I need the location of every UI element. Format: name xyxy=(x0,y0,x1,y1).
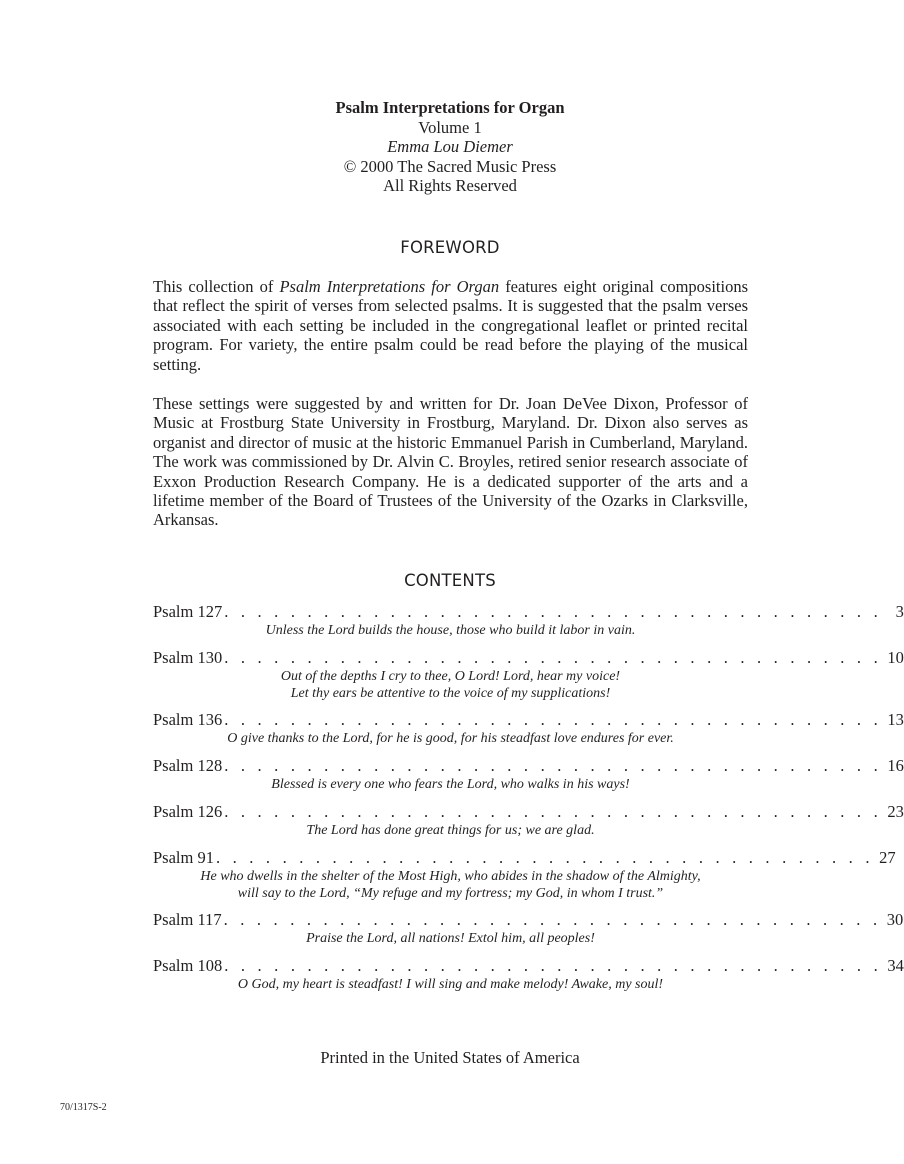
toc-entry xyxy=(153,802,904,848)
toc-leader: . . . . . . . . . . . . . . . . . . . . . . . . . . . . . . . . . . . . . . . . xyxy=(224,956,882,975)
toc-page-number: 23 xyxy=(887,802,904,821)
toc-psalm: Psalm 130 xyxy=(153,648,223,667)
toc-verse: Blessed is every one who fears the Lord, who walks in his ways! xyxy=(271,777,630,792)
toc-verse: Praise the Lord, all nations! Extol him, all peoples! xyxy=(306,931,595,946)
toc-page-number: 13 xyxy=(887,710,904,729)
title-block xyxy=(0,98,900,196)
toc-entry xyxy=(153,710,904,756)
toc-entry xyxy=(153,602,904,648)
toc-leader: . . . . . . . . . . . . . . . . . . . . . . . . . . . . . . . . . . . . . . . . xyxy=(224,710,882,729)
toc-entry xyxy=(153,848,896,910)
toc-page-number: 34 xyxy=(887,956,904,975)
toc-psalm: Psalm 127 xyxy=(153,602,223,621)
catalog-code: 70/1317S-2 xyxy=(60,1102,107,1113)
toc-page-number: 10 xyxy=(887,648,904,667)
book-title: Psalm Interpretations for Organ xyxy=(335,98,565,117)
toc-entry xyxy=(153,756,904,802)
toc-leader: . . . . . . . . . . . . . . . . . . . . . . . . . . . . . . . . . . . . . . . . xyxy=(224,802,882,821)
toc-leader: . . . . . . . . . . . . . . . . . . . . . . . . . . . . . . . . . . . . . . . . xyxy=(224,648,882,667)
contents-list xyxy=(153,602,904,1002)
toc-entry xyxy=(153,648,904,710)
toc-page-number: 3 xyxy=(895,602,904,621)
toc-page-number: 30 xyxy=(886,910,904,929)
toc-verse-line-2: Let thy ears be attentive to the voice of my supplications! xyxy=(290,686,611,701)
toc-entry xyxy=(153,956,904,1002)
toc-leader: . . . . . . . . . . . . . . . . . . . . . . . . . . . . . . . . . . . . . . . . xyxy=(215,848,874,867)
contents-heading: CONTENTS xyxy=(404,571,496,590)
toc-leader: . . . . . . . . . . . . . . . . . . . . . . . . . . . . . . . . . . . . . . . . xyxy=(224,756,882,775)
toc-verse-line-2: will say to the Lord, “My refuge and my fortress; my God, in whom I trust.” xyxy=(237,886,664,901)
toc-verse: O give thanks to the Lord, for he is good, for his steadfast love endures for ever. xyxy=(227,731,674,746)
foreword-p1-title: Psalm Interpretations for Organ xyxy=(279,277,500,296)
foreword-p1-intro: This collection of xyxy=(153,277,280,296)
toc-page-number: 27 xyxy=(879,848,896,867)
toc-leader: . . . . . . . . . . . . . . . . . . . . . . . . . . . . . . . . . . . . . . . . xyxy=(223,910,882,929)
toc-page-number: 16 xyxy=(887,756,904,775)
foreword-paragraph-2: These settings were suggested by and written for Dr. Joan DeVee Dixon, Professor of Music at Frostburg State University in Frostburg, Maryland. Dr. Dixon also serves as organist and director of music at the historic Emmanuel Parish in Cumberland, Maryland. The work was commissioned by Dr. Alvin C. Broyles, retired senior research associate of Exxon Production Research Company. He is a dedicated supporter of the arts and a lifetime member of the Board of Trustees of the University of the Ozarks in Clarksville, Arkansas. xyxy=(153,394,748,530)
toc-verse: Out of the depths I cry to thee, O Lord! Lord, hear my voice! xyxy=(280,669,621,684)
toc-psalm: Psalm 126 xyxy=(153,802,223,821)
foreword-p1-body: features eight original compositions that reflect the spirit of verses from selected psalms. It is suggested that the psalm verses associated with each setting be included in the congregational leaflet or printed recital program. For variety, the entire psalm could be read before the playing of the musical setting. xyxy=(153,277,749,374)
toc-psalm: Psalm 117 xyxy=(153,910,222,929)
toc-verse: Unless the Lord builds the house, those who build it labor in vain. xyxy=(265,623,636,638)
toc-verse: O God, my heart is steadfast! I will sing and make melody! Awake, my soul! xyxy=(237,977,664,992)
toc-verse: The Lord has done great things for us; we are glad. xyxy=(306,823,595,838)
copyright-line: © 2000 The Sacred Music Press xyxy=(343,156,557,176)
toc-psalm: Psalm 136 xyxy=(153,710,223,729)
toc-psalm: Psalm 128 xyxy=(153,756,223,775)
composer-name: Emma Lou Diemer xyxy=(387,137,513,156)
printed-in-line: Printed in the United States of America xyxy=(320,1048,580,1067)
toc-leader: . . . . . . . . . . . . . . . . . . . . . . . . . . . . . . . . . . . . . . . . xyxy=(224,602,882,621)
toc-psalm: Psalm 108 xyxy=(153,956,223,975)
foreword-heading: FOREWORD xyxy=(400,238,500,257)
toc-entry xyxy=(153,910,904,956)
volume-label: Volume 1 xyxy=(418,117,482,137)
rights-line: All Rights Reserved xyxy=(383,176,517,195)
toc-psalm: Psalm 91 xyxy=(153,848,214,867)
toc-verse: He who dwells in the shelter of the Most High, who abides in the shadow of the Almighty, xyxy=(200,869,701,884)
foreword-paragraph-1 xyxy=(153,277,748,374)
